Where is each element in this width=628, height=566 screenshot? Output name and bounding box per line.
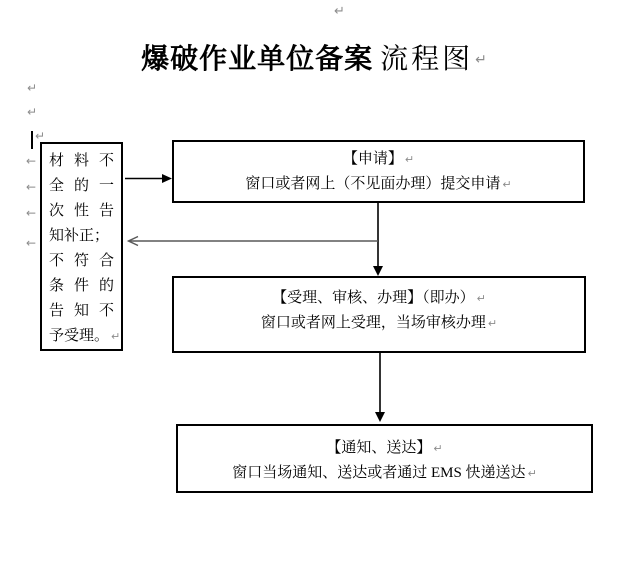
text-cursor[interactable]	[31, 131, 33, 149]
step-detail-line	[174, 311, 584, 336]
line-break-mark-icon: ←	[26, 180, 37, 194]
step-detail: 窗口或者网上受理，当场审核办理	[260, 315, 486, 331]
side-note-line: 条 件 的	[49, 278, 114, 294]
line-break-mark-icon: ←	[26, 236, 37, 250]
step-heading-line	[178, 436, 591, 461]
arrow-sidebox-to-apply	[125, 174, 172, 183]
side-note-line: 不 符 合	[49, 253, 114, 269]
side-note-line: 全 的 一	[49, 178, 114, 194]
arrow-branch-to-sidebox	[129, 237, 379, 246]
side-note-line: 知补正；	[49, 228, 110, 244]
step-detail-line	[178, 461, 591, 486]
paragraph-mark-icon: ↵	[527, 467, 537, 480]
side-note-line-text: 予受理。	[49, 328, 110, 344]
step-detail: 窗口当场通知、送达或者通过 EMS 快递送达	[232, 465, 526, 481]
step-detail: 窗口或者网上（不见面办理）提交申请	[245, 176, 501, 192]
arrow-apply-to-accept	[373, 203, 383, 276]
paragraph-mark-icon: ↵	[35, 129, 46, 143]
step-heading-line	[174, 147, 583, 172]
side-note-box	[40, 142, 123, 351]
paragraph-mark-icon: ↵	[475, 52, 487, 68]
paragraph-mark-icon: ↵	[27, 105, 38, 119]
side-note-line: 材 料 不	[49, 153, 114, 169]
paragraph-mark-icon: ↵	[334, 4, 345, 19]
arrow-accept-to-notify	[375, 353, 385, 422]
step-heading: 【通知、送达】	[326, 440, 432, 456]
paragraph-mark-icon: ↵	[476, 292, 486, 305]
step-heading-line	[174, 286, 584, 311]
paragraph-mark-icon: ↵	[27, 81, 38, 95]
page-title	[0, 40, 628, 83]
paragraph-mark-icon: ↵	[111, 330, 121, 343]
side-note-line: 次 性 告	[49, 203, 114, 219]
step-detail-line	[174, 172, 583, 197]
step-box-notify	[176, 424, 593, 493]
paragraph-mark-icon: ↵	[433, 442, 443, 455]
line-break-mark-icon: ←	[26, 154, 37, 168]
line-break-mark-icon: ←	[26, 206, 37, 220]
step-heading: 【受理、审核、办理】（即办）	[272, 290, 475, 306]
step-heading: 【申请】	[342, 151, 403, 167]
side-note-line: 告 知 不	[49, 303, 114, 319]
title-suffix: 流程图	[380, 44, 474, 75]
side-note-line	[49, 324, 121, 349]
paragraph-mark-icon: ↵	[487, 317, 498, 330]
paragraph-mark-icon: ↵	[502, 178, 512, 191]
title-main: 爆破作业单位备案	[141, 43, 374, 74]
step-box-accept	[172, 276, 586, 353]
paragraph-mark-icon: ↵	[404, 153, 415, 166]
step-box-apply	[172, 140, 585, 203]
